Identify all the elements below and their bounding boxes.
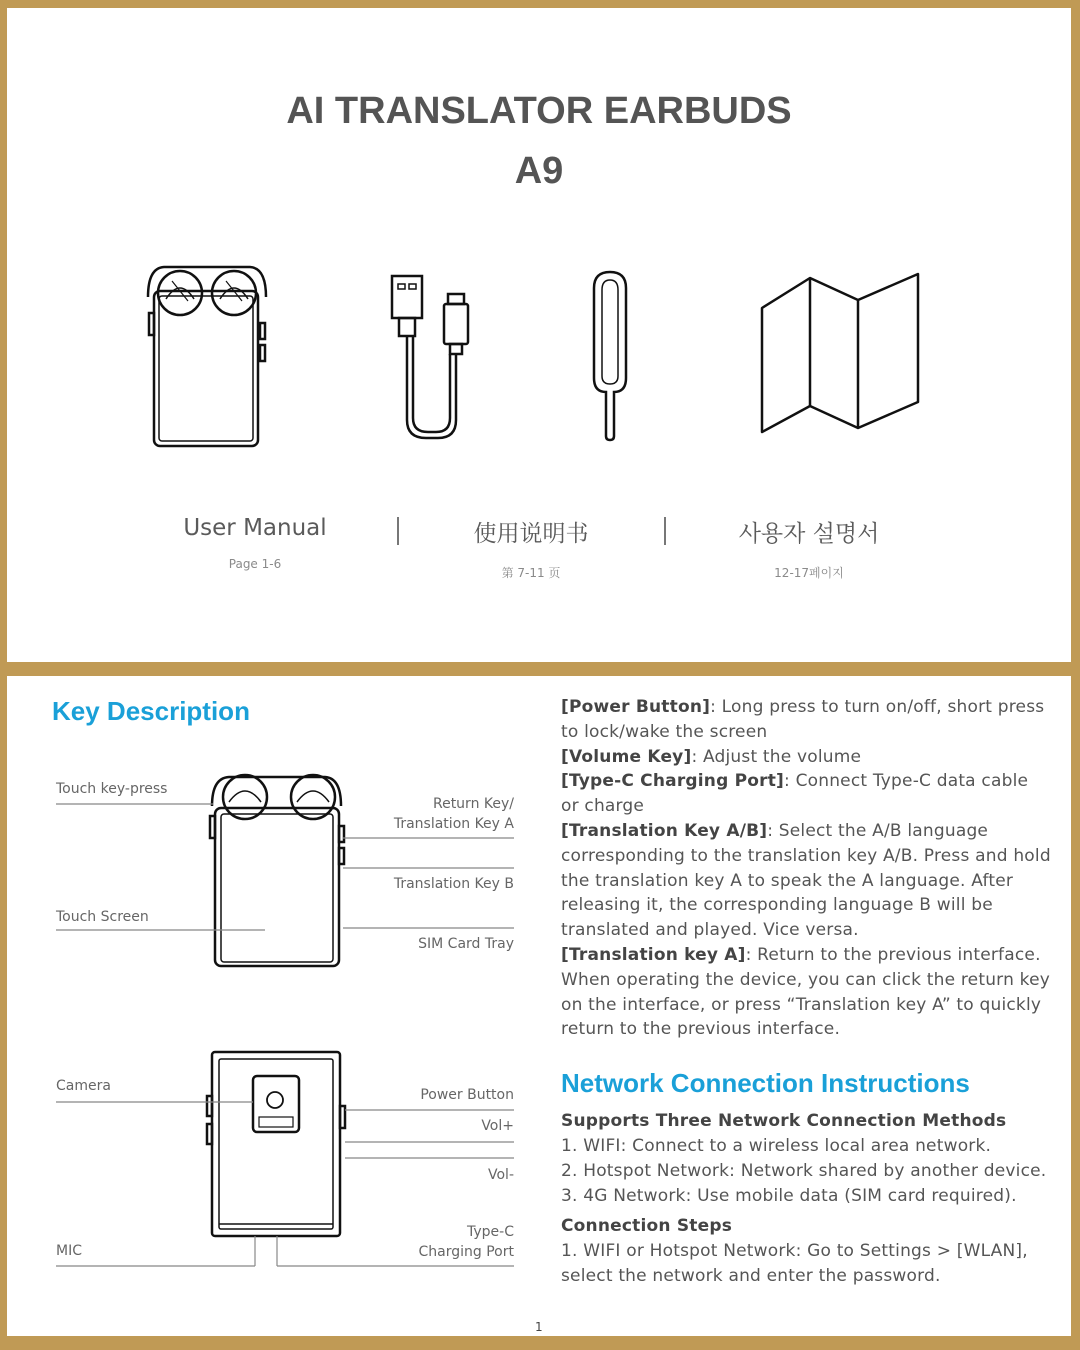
language-chinese-label: 使用说明书	[473, 521, 589, 547]
network-heading: Network Connection Instructions	[561, 1068, 970, 1098]
page-number: 1	[535, 1320, 543, 1334]
step-item: 1. WIFI or Hotspot Network: Go to Settings > [WLAN], select the network and enter the password.	[561, 1241, 1028, 1286]
language-korean[interactable]	[679, 515, 939, 581]
description-key: [Power Button]	[561, 697, 711, 717]
description-item	[561, 745, 1051, 770]
description-item	[561, 819, 1051, 943]
type-c-label-line1: Type-C	[467, 1224, 514, 1240]
key-descriptions	[561, 695, 1051, 1042]
description-item	[561, 695, 1051, 745]
return-key-label	[314, 794, 514, 834]
touch-screen-label: Touch Screen	[56, 909, 149, 925]
description-text: : Connect Type-C data cable or charge	[561, 771, 1029, 817]
method-item: 3. 4G Network: Use mobile data (SIM card required).	[561, 1186, 1017, 1206]
cable-illustration	[390, 270, 470, 445]
divider	[664, 517, 666, 545]
description-item	[561, 943, 1051, 1042]
touch-key-label: Touch key-press	[56, 781, 168, 797]
description-key: [Translation key A]	[561, 944, 746, 965]
model-name: A9	[514, 150, 564, 192]
divider	[397, 517, 399, 545]
method-item: 2. Hotspot Network: Network shared by another device.	[561, 1161, 1047, 1181]
vol-up-label: Vol+	[481, 1118, 514, 1134]
key-description-heading: Key Description	[52, 696, 250, 726]
type-c-label-line2: Charging Port	[418, 1244, 514, 1260]
manual-page	[7, 676, 1071, 1336]
language-english-pages: Page 1-6	[228, 557, 282, 571]
return-key-label-line2: Translation Key A	[393, 816, 514, 832]
language-korean-label: 사용자 설명서	[738, 521, 880, 547]
steps-title: Connection Steps	[561, 1216, 733, 1236]
network-methods	[561, 1109, 1061, 1209]
language-english-label: User Manual	[183, 515, 327, 541]
language-chinese[interactable]	[401, 515, 661, 581]
description-text: : Select the A/B language corresponding to the translation key A/B. Press and hold the translation key A to speak the A language. After releasing it, the corresponding language B will be translated and played. Vice versa.	[561, 820, 1051, 941]
description-item	[561, 769, 1051, 819]
description-key: [Translation Key A/B]	[561, 820, 768, 841]
power-button-label: Power Button	[420, 1087, 514, 1103]
sim-tray-label: SIM Card Tray	[418, 936, 514, 952]
camera-label: Camera	[56, 1078, 111, 1094]
description-key: [Volume Key]	[561, 746, 692, 767]
vol-down-label: Vol-	[488, 1167, 514, 1183]
description-text: : Long press to turn on/off, short press to lock/wake the screen	[561, 697, 1045, 742]
connection-steps	[561, 1214, 1051, 1289]
language-english[interactable]	[125, 515, 385, 571]
methods-title: Supports Three Network Connection Methods	[561, 1111, 1007, 1131]
language-chinese-pages: 第 7-11 页	[501, 566, 561, 580]
translation-key-b-label: Translation Key B	[393, 876, 514, 892]
sim-pin-illustration	[590, 268, 630, 443]
language-korean-pages: 12-17페이지	[774, 566, 844, 580]
return-key-label-line1: Return Key/	[432, 796, 514, 812]
mic-label: MIC	[56, 1243, 82, 1259]
device-illustration	[142, 263, 272, 453]
product-title: AI TRANSLATOR EARBUDS	[286, 90, 792, 132]
cover-panel	[7, 8, 1071, 662]
method-item: 1. WIFI: Connect to a wireless local area network.	[561, 1136, 992, 1156]
type-c-label	[314, 1222, 514, 1262]
description-text: : Adjust the volume	[691, 746, 862, 767]
description-text: : Return to the previous interface. When operating the device, you can click the return key on the interface, or press “Translation key A” to quickly return to the previous interface.	[561, 944, 1051, 1040]
manual-illustration	[752, 270, 932, 440]
description-key: [Type-C Charging Port]	[561, 771, 785, 792]
